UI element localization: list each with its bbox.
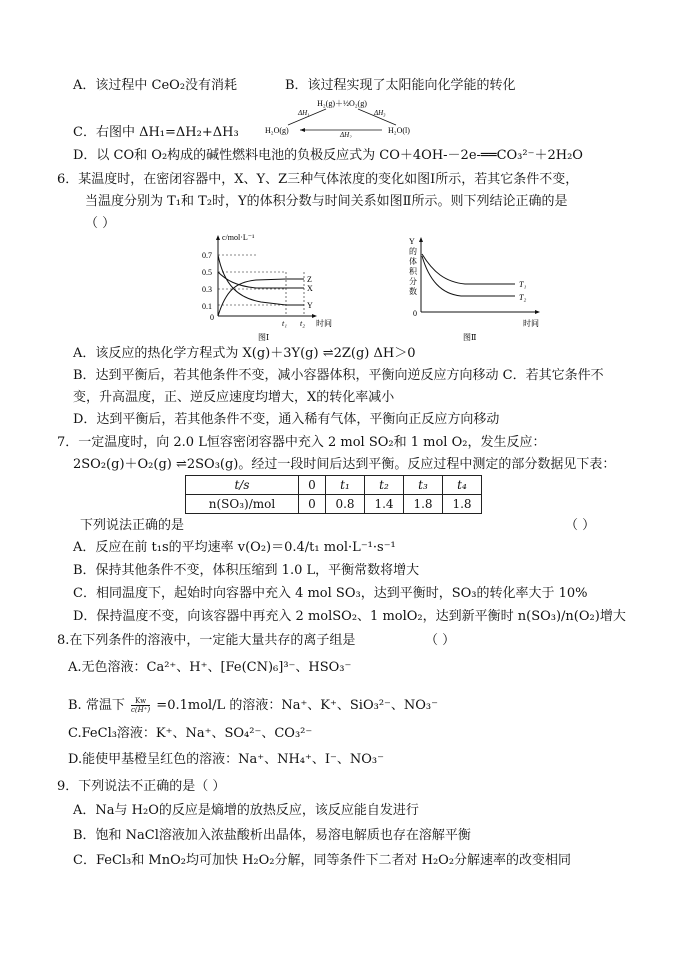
diagram-dh1: ΔH₁ <box>298 109 310 117</box>
fig1-ylabel: c/mol·L⁻¹ <box>222 233 255 242</box>
q8-option-c: C.FeCl₃溶液：K⁺、Na⁺、SO₄²⁻、CO₃²⁻ <box>68 726 313 741</box>
q5-option-d: D．以 CO和 O₂构成的碱性燃料电池的负极反应式为 CO＋4OH-－2e-══CO₃²⁻＋2H₂O <box>73 148 583 163</box>
fig1-xtick-t2: t₂ <box>300 319 306 328</box>
table-cell: t₄ <box>443 476 482 495</box>
fig1-ytick-0.3: 0.3 <box>202 285 212 294</box>
enthalpy-cycle-diagram <box>262 96 422 138</box>
fig2-curve-t2 <box>422 256 515 296</box>
fig1-ytick-0.7: 0.7 <box>202 251 212 260</box>
q7-data-table <box>185 475 482 514</box>
table-row <box>186 495 482 514</box>
fig1-xtick-t1: t₁ <box>282 319 288 328</box>
q6-stem-line2: 当温度分别为 T₁和 T₂时，Y的体积分数与时间关系如图Ⅱ所示。则下列结论正确的是 <box>85 194 568 209</box>
q6-answer-paren: （ ） <box>85 216 116 231</box>
q6-option-b-cont: 变，升高温度，正、逆反应速度均增大，X的转化率减小 <box>73 390 395 405</box>
q8-stem: 8.在下列条件的溶液中，一定能大量共存的离子组是 <box>57 633 356 648</box>
q8-option-b-prefix: B. 常温下 <box>68 698 125 713</box>
q8-option-d: D.能使甲基橙呈红色的溶液：Na⁺、NH₄⁺、I⁻、NO₃⁻ <box>68 752 384 767</box>
fig1-caption: 图Ⅰ <box>258 333 270 342</box>
fig1-curve-z <box>218 279 304 316</box>
q7-option-d: D．保持温度不变，向该容器中再充入 2 molSO₂、1 molO₂，达到新平衡时 n(SO₃)/n(O₂)增大 <box>73 609 626 624</box>
fig1-label-y: Y <box>307 301 313 310</box>
table-cell: 1.4 <box>365 495 404 514</box>
table-cell: t₁ <box>326 476 365 495</box>
fig1-ytick-0.5: 0.5 <box>202 268 212 277</box>
q8-answer-paren: （ ） <box>425 633 456 648</box>
q7-option-b: B．保持其他条件不变，体积压缩到 1.0 L，平衡常数将增大 <box>73 563 420 578</box>
q5-option-c: C．右图中 ΔH₁=ΔH₂+ΔH₃ <box>73 125 239 140</box>
fig2-ylabel-char: Y <box>409 237 415 246</box>
q8-option-b <box>68 697 438 714</box>
fig2-ylabel-char: 积 <box>409 267 417 276</box>
fig1-origin: 0 <box>210 313 214 322</box>
table-cell: t₃ <box>404 476 443 495</box>
q9-option-c: C．FeCl₃和 MnO₂均可加快 H₂O₂分解，同等条件下二者对 H₂O₂分解速率的改变相同 <box>73 853 572 868</box>
q6-option-d: D．达到平衡后，若其他条件不变，通入稀有气体，平衡向正反应方向移动 <box>73 412 500 427</box>
q7-answer-paren: （ ） <box>565 518 596 533</box>
q7-option-a: A．反应在前 t₁s的平均速率 v(O₂)＝0.4/t₁ mol·L⁻¹·s⁻¹ <box>73 540 396 555</box>
diagram-dh2: ΔH₂ <box>340 131 352 138</box>
figure-1-concentration-chart <box>196 230 356 345</box>
fig2-label-t2: T₂ <box>519 293 527 302</box>
q6-stem-line1: 6．某温度时，在密闭容器中，X、Y、Z三种气体浓度的变化如图Ⅰ所示，若其它条件不变， <box>57 172 579 187</box>
q9-option-b: B．饱和 NaCl溶液加入浓盐酸析出晶体，易溶电解质也存在溶解平衡 <box>73 828 471 843</box>
table-cell: 1.8 <box>443 495 482 514</box>
q7-stem-line1: 7．一定温度时，向 2.0 L恒容密闭容器中充入 2 mol SO₂和 1 mol O₂，发生反应： <box>57 435 546 450</box>
fig2-origin: 0 <box>413 309 417 318</box>
q5-option-b: B．该过程实现了太阳能向化学能的转化 <box>285 78 516 93</box>
kw-fraction <box>131 697 150 714</box>
q9-stem: 9．下列说法不正确的是（ ） <box>57 779 226 794</box>
fig2-xlabel: 时间 <box>523 319 539 328</box>
fig2-curve-t1 <box>422 254 515 284</box>
diagram-right-label: H₂O(l) <box>388 126 410 135</box>
table-cell: t₂ <box>365 476 404 495</box>
fig1-label-z: Z <box>307 275 312 284</box>
fig2-ylabel-char: 体 <box>409 257 417 266</box>
fraction-denominator: c(H⁺) <box>130 706 151 714</box>
fig2-ylabel-char: 分 <box>409 277 417 286</box>
q8-option-a: A.无色溶液：Ca²⁺、H⁺、[Fe(CN)₆]³⁻、HSO₃⁻ <box>68 660 352 675</box>
q7-lead: 下列说法正确的是 <box>80 518 185 533</box>
table-cell: 0 <box>299 476 326 495</box>
fig2-caption: 图Ⅱ <box>463 333 477 342</box>
fig1-xlabel: 时间 <box>316 319 332 328</box>
fraction-numerator: Kw <box>131 697 150 706</box>
fig2-ylabel-char: 的 <box>409 247 417 256</box>
fig2-label-t1: T₁ <box>519 280 527 289</box>
q7-option-c: C．相同温度下，起始时向容器中充入 4 mol SO₃，达到平衡时，SO₃的转化率大于 10% <box>73 586 588 601</box>
table-cell: 1.8 <box>404 495 443 514</box>
q8-option-b-suffix: =0.1mol/L 的溶液：Na⁺、K⁺、SiO₃²⁻、NO₃⁻ <box>156 698 438 713</box>
q6-option-b: B．达到平衡后，若其他条件不变，减小容器体积，平衡向逆反应方向移动 C．若其它条件不 <box>73 368 604 383</box>
fig2-ylabel-char: 数 <box>409 287 417 296</box>
table-cell: n(SO₃)/mol <box>186 495 299 514</box>
diagram-top-label: H₂(g)＋½O₂(g) <box>317 99 367 108</box>
table-cell: 0.8 <box>326 495 365 514</box>
q7-stem-line2: 2SO₂(g)＋O₂(g) ⇌2SO₃(g)。经过一段时间后达到平衡。反应过程中测定的部分数据见下表： <box>73 457 616 472</box>
q5-option-a: A．该过程中 CeO₂没有消耗 <box>73 78 238 93</box>
diagram-left-label: H₂O(g) <box>265 126 289 135</box>
fig1-ytick-0.1: 0.1 <box>202 302 212 311</box>
table-cell: t/s <box>186 476 299 495</box>
q9-option-a: A．Na与 H₂O的反应是熵增的放热反应，该反应能自发进行 <box>73 803 419 818</box>
diagram-dh3: ΔH₃ <box>374 109 386 117</box>
fig1-label-x: X <box>307 284 313 293</box>
table-cell: 0 <box>299 495 326 514</box>
figure-2-volume-fraction-chart <box>405 232 555 347</box>
table-header-row <box>186 476 482 495</box>
q6-option-a: A．该反应的热化学方程式为 X(g)＋3Y(g) ⇌2Z(g) ΔH＞0 <box>73 346 416 361</box>
